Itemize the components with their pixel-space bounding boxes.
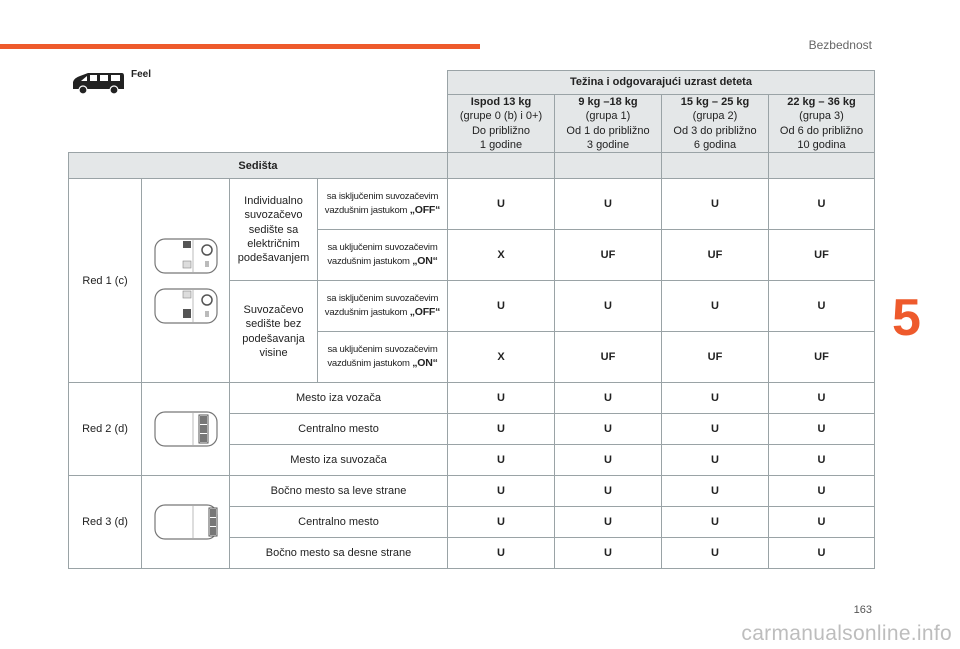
value-cell: U bbox=[448, 383, 555, 414]
group-header-3: 22 kg – 36 kg (grupa 3) Od 6 do približno 10 godina bbox=[769, 95, 875, 153]
airbag-off-label: sa isključenim suvozačevim vazdušnim jastukom „OFF“ bbox=[318, 281, 448, 332]
header-accent-line bbox=[0, 44, 480, 49]
car-row2-icon bbox=[153, 410, 219, 448]
value-cell: U bbox=[448, 538, 555, 569]
value-cell: U bbox=[555, 414, 662, 445]
group-header-0: Ispod 13 kg (grupe 0 (b) i 0+) Do približno 1 godine bbox=[448, 95, 555, 153]
group-header-1: 9 kg –18 kg (grupa 1) Od 1 do približno 3 godine bbox=[555, 95, 662, 153]
row-label: Red 1 (c) bbox=[69, 179, 142, 383]
value-cell: U bbox=[662, 538, 769, 569]
value-cell: U bbox=[555, 507, 662, 538]
value-cell: U bbox=[769, 414, 875, 445]
seat-position: Mesto iza vozača bbox=[230, 383, 448, 414]
seat-position: Mesto iza suvozača bbox=[230, 445, 448, 476]
row-label: Red 3 (d) bbox=[69, 476, 142, 569]
value-cell: UF bbox=[555, 332, 662, 383]
value-cell: U bbox=[769, 383, 875, 414]
seat-position: Bočno mesto sa desne strane bbox=[230, 538, 448, 569]
group-header-2: 15 kg – 25 kg (grupa 2) Od 3 do približno 6 godina bbox=[662, 95, 769, 153]
watermark: carmanualsonline.info bbox=[741, 622, 952, 645]
value-cell: U bbox=[662, 179, 769, 230]
value-cell: UF bbox=[769, 230, 875, 281]
value-cell: U bbox=[769, 179, 875, 230]
model-label: Feel bbox=[131, 69, 152, 80]
value-cell: UF bbox=[662, 332, 769, 383]
value-cell: U bbox=[662, 476, 769, 507]
value-cell: U bbox=[769, 507, 875, 538]
car-row3-icon bbox=[153, 503, 219, 541]
value-cell: U bbox=[555, 383, 662, 414]
value-cell: UF bbox=[662, 230, 769, 281]
value-cell: U bbox=[448, 476, 555, 507]
value-cell: UF bbox=[555, 230, 662, 281]
seat-position: Centralno mesto bbox=[230, 414, 448, 445]
value-cell: U bbox=[555, 476, 662, 507]
value-cell: U bbox=[662, 414, 769, 445]
value-cell: U bbox=[555, 281, 662, 332]
value-cell: U bbox=[769, 281, 875, 332]
seat-type-electric: Individualno suvozačevo sedište sa električnim podešavanjem bbox=[230, 179, 318, 281]
front-seat-diagram bbox=[142, 179, 230, 383]
value-cell: U bbox=[555, 179, 662, 230]
chapter-number: 5 bbox=[892, 289, 921, 347]
value-cell: U bbox=[662, 281, 769, 332]
child-seat-table bbox=[68, 70, 875, 569]
value-cell: U bbox=[555, 538, 662, 569]
value-cell: U bbox=[448, 179, 555, 230]
van-icon bbox=[70, 70, 126, 96]
airbag-on-label: sa uključenim suvozačevim vazdušnim jastukom „ON“ bbox=[318, 230, 448, 281]
row2-seat-diagram bbox=[142, 383, 230, 476]
car-front-seat-icon bbox=[153, 237, 219, 275]
value-cell: U bbox=[769, 538, 875, 569]
value-cell: U bbox=[662, 383, 769, 414]
row-label: Red 2 (d) bbox=[69, 383, 142, 476]
seats-header: Sedišta bbox=[69, 153, 448, 179]
airbag-off-label: sa isključenim suvozačevim vazdušnim jastukom „OFF“ bbox=[318, 179, 448, 230]
page-number: 163 bbox=[853, 604, 872, 616]
value-cell: U bbox=[555, 445, 662, 476]
seat-type-fixed: Suvozačevo sedište bez podešavanja visine bbox=[230, 281, 318, 383]
weight-header: Težina i odgovarajući uzrast deteta bbox=[448, 71, 875, 95]
airbag-on-label: sa uključenim suvozačevim vazdušnim jastukom „ON“ bbox=[318, 332, 448, 383]
car-front-seat-icon bbox=[153, 287, 219, 325]
section-title: Bezbednost bbox=[808, 38, 872, 52]
value-cell: U bbox=[662, 507, 769, 538]
seat-position: Bočno mesto sa leve strane bbox=[230, 476, 448, 507]
value-cell: U bbox=[448, 445, 555, 476]
value-cell: U bbox=[769, 445, 875, 476]
value-cell: U bbox=[448, 507, 555, 538]
seat-position: Centralno mesto bbox=[230, 507, 448, 538]
row3-seat-diagram bbox=[142, 476, 230, 569]
value-cell: UF bbox=[769, 332, 875, 383]
value-cell: U bbox=[448, 414, 555, 445]
value-cell: U bbox=[769, 476, 875, 507]
value-cell: X bbox=[448, 230, 555, 281]
value-cell: X bbox=[448, 332, 555, 383]
value-cell: U bbox=[448, 281, 555, 332]
value-cell: U bbox=[662, 445, 769, 476]
